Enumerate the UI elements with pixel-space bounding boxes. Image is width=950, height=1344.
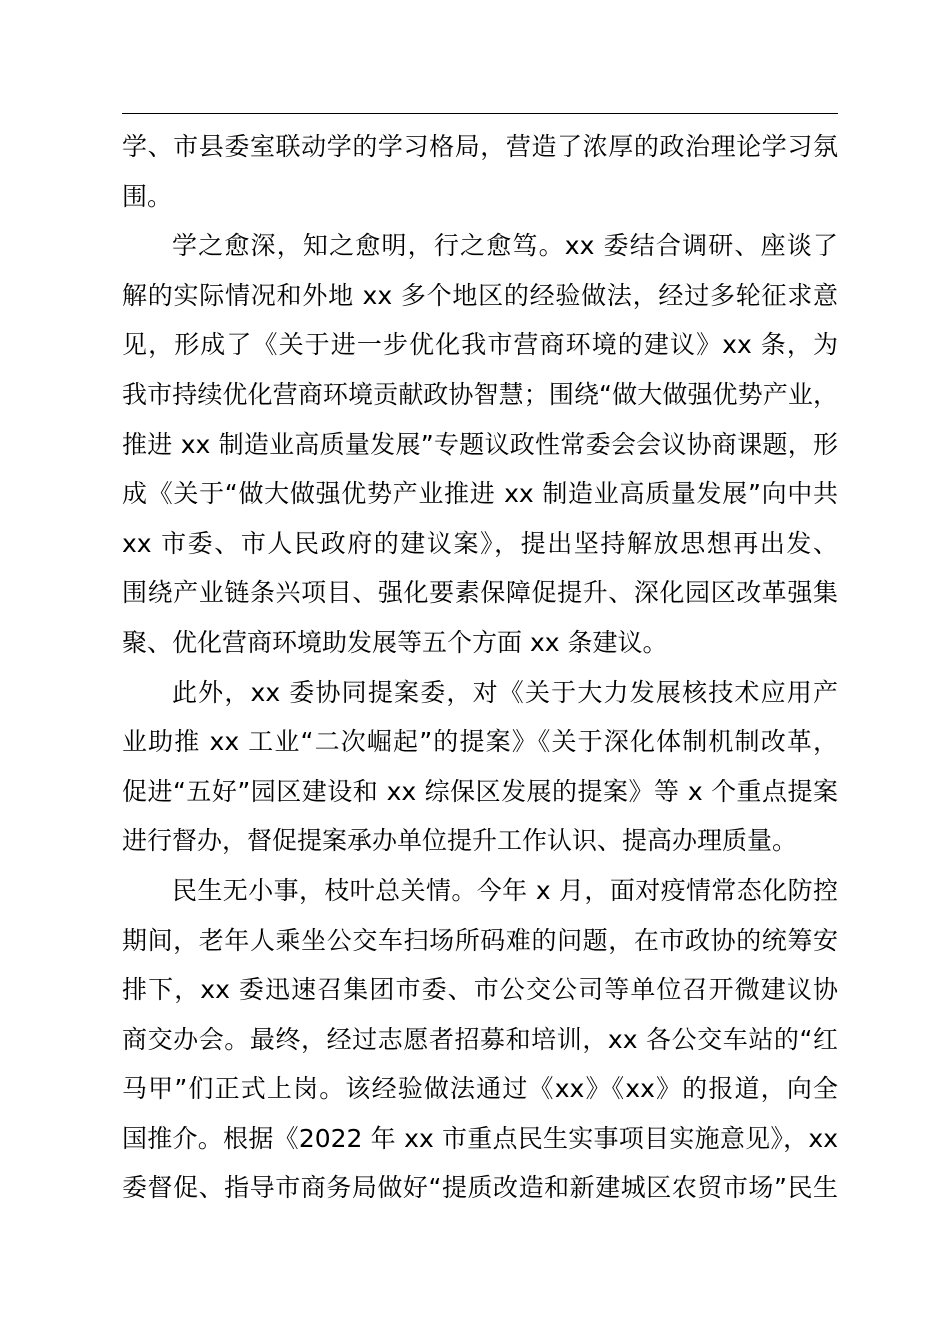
text-line: 商交办会。最终，经过志愿者招募和培训，xx 各公交车站的“红 xyxy=(122,1024,838,1054)
text-line: 业助推 xx 工业“二次崛起”的提案》《关于深化体制机制改革， xyxy=(122,727,838,757)
text-line: 排下，xx 委迅速召集团市委、市公交公司等单位召开微建议协 xyxy=(122,975,838,1005)
text-line: 委督促、指导市商务局做好“提质改造和新建城区农贸市场”民生 xyxy=(122,1173,838,1203)
text-line: 聚、优化营商环境助发展等五个方面 xx 条建议。 xyxy=(122,627,668,657)
text-line: 学、市县委室联动学的学习格局，营造了浓厚的政治理论学习氛 xyxy=(122,132,838,161)
text-line: 国推介。根据《2022 年 xx 市重点民生实事项目实施意见》，xx xyxy=(122,1123,838,1153)
text-line: 围绕产业链条兴项目、强化要素保障促提升、深化园区改革强集 xyxy=(122,578,838,608)
text-line: 见，形成了《关于进一步优化我市营商环境的建议》xx 条，为 xyxy=(122,330,838,360)
text-line: 此外，xx 委协同提案委，对《关于大力发展核技术应用产 xyxy=(172,677,838,707)
text-line: 进行督办，督促提案承办单位提升工作认识、提高办理质量。 xyxy=(122,826,798,856)
body-text xyxy=(122,122,838,1213)
text-line: 期间，老年人乘坐公交车扫场所码难的问题，在市政协的统筹安 xyxy=(122,925,838,955)
text-line: xx 市委、市人民政府的建议案》，提出坚持解放思想再出发、 xyxy=(122,528,838,558)
text-line: 围。 xyxy=(122,181,173,211)
text-line: 促进“五好”园区建设和 xx 综保区发展的提案》等 x 个重点提案 xyxy=(122,776,838,806)
text-line: 成《关于“做大做强优势产业推进 xx 制造业高质量发展”向中共 xyxy=(122,479,838,509)
text-line: 学之愈深，知之愈明，行之愈笃。xx 委结合调研、座谈了 xyxy=(172,231,838,261)
text-line: 民生无小事，枝叶总关情。今年 x 月，面对疫情常态化防控 xyxy=(172,875,838,905)
text-line: 我市持续优化营商环境贡献政协智慧；围绕“做大做强优势产业， xyxy=(122,379,838,409)
header-rule xyxy=(122,113,838,114)
text-line: 解的实际情况和外地 xx 多个地区的经验做法，经过多轮征求意 xyxy=(122,280,838,310)
text-line: 推进 xx 制造业高质量发展”专题议政性常委会会议协商课题，形 xyxy=(122,429,838,459)
text-line: 马甲”们正式上岗。该经验做法通过《xx》《xx》的报道，向全 xyxy=(122,1074,838,1104)
